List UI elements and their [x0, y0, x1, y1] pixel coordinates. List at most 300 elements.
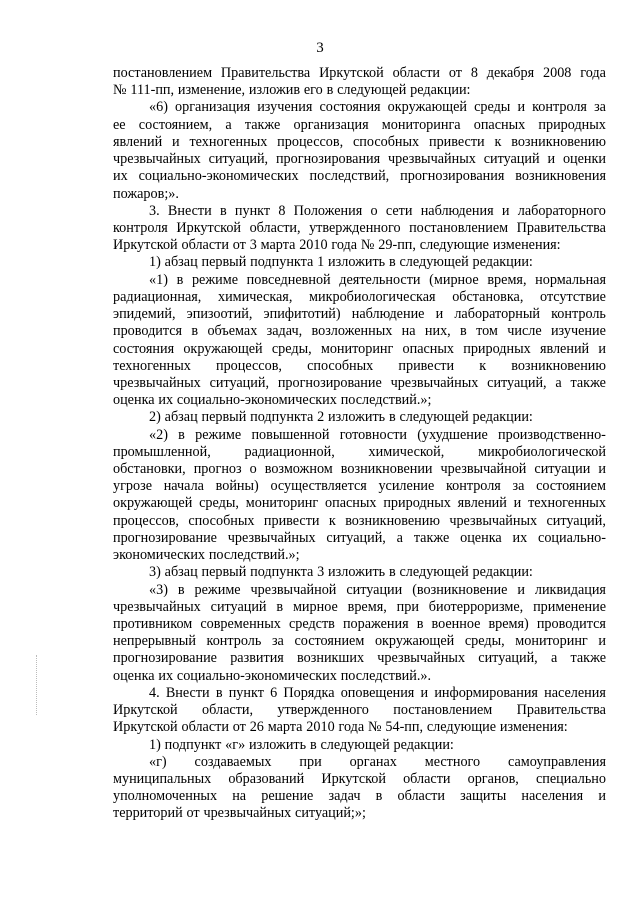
word: средств — [288, 616, 335, 632]
word: Иркутской — [321, 770, 386, 787]
text-line — [113, 513, 606, 530]
word: первый — [201, 409, 247, 426]
text-line — [113, 272, 606, 289]
word: изучение — [550, 323, 606, 340]
word: опасных — [325, 495, 377, 512]
word: объемах — [207, 323, 258, 340]
word: № — [360, 237, 375, 254]
text-line — [113, 409, 606, 426]
word: усиление — [378, 478, 435, 495]
word: возложенных — [311, 323, 393, 340]
word: ситуаций, — [326, 529, 386, 546]
word: изменения: — [499, 719, 568, 736]
word: и — [598, 340, 606, 357]
text-line — [113, 323, 606, 340]
word: контроля — [445, 478, 501, 495]
word: изложить — [328, 564, 386, 581]
word: время, — [487, 271, 527, 288]
word: Положения — [293, 202, 363, 219]
word: Правительства — [220, 65, 311, 81]
word: задач, — [266, 323, 303, 340]
text-line — [113, 650, 606, 667]
text-line — [113, 375, 606, 392]
word: и — [598, 788, 606, 805]
word: в — [219, 202, 227, 219]
word: чрезвычайных — [377, 650, 466, 667]
word: ее — [113, 116, 126, 133]
text-line — [113, 599, 606, 616]
word: постановлением — [113, 65, 213, 81]
word: пункт — [234, 202, 271, 219]
word: 3) — [149, 564, 161, 581]
word: территорий — [113, 805, 183, 822]
word: лабораторный — [454, 306, 540, 323]
word: социально-экономических — [176, 392, 337, 409]
word: специально — [535, 770, 606, 787]
word: Правительства — [516, 702, 606, 719]
word: окружающей — [374, 633, 455, 650]
word: изложив — [248, 82, 301, 99]
text-line — [113, 341, 606, 358]
word: в — [375, 788, 383, 805]
word: способных — [352, 133, 420, 150]
word: производственно- — [498, 426, 606, 443]
word: среды — [474, 99, 511, 116]
word: Иркутской — [176, 219, 242, 236]
word: Иркутской — [319, 65, 384, 81]
word: следующие — [426, 719, 497, 736]
word: ситуаций, — [487, 374, 547, 391]
text-line — [113, 633, 606, 650]
word: «6) — [149, 99, 168, 116]
text-line — [113, 237, 606, 254]
word: чрезвычайных — [113, 598, 201, 615]
word: также — [413, 529, 450, 546]
text-line — [113, 444, 606, 461]
word: следующей — [399, 254, 469, 271]
word: процессов, — [215, 357, 282, 374]
word: ситуации — [346, 581, 403, 598]
word: № — [113, 82, 127, 99]
word: возникновения — [515, 168, 606, 185]
word: возникновению — [345, 512, 440, 529]
text-line — [113, 737, 606, 754]
word: и — [172, 133, 180, 150]
word: «1) — [149, 271, 168, 288]
word: следующей — [337, 82, 407, 99]
word: радиационная, — [113, 288, 202, 305]
word: наблюдения — [420, 202, 494, 219]
word: подпункта — [250, 564, 314, 581]
word: 2) — [149, 409, 161, 426]
word: ситуаций, — [546, 512, 606, 529]
word: войны) — [215, 478, 259, 495]
word: режиме — [191, 271, 238, 288]
word: чрезвычайной — [440, 461, 527, 478]
word: современных — [200, 616, 281, 632]
word: нормальная — [535, 271, 606, 288]
word: 54-пп, — [385, 719, 424, 736]
word: социально- — [538, 529, 606, 546]
word: окружающей — [113, 495, 193, 512]
word: ликвидация — [534, 581, 606, 598]
word: самоуправления — [508, 753, 606, 770]
word: контроля — [532, 99, 587, 116]
word: в — [460, 323, 467, 340]
word: социально-экономических — [138, 168, 299, 185]
word: защиты — [460, 788, 507, 805]
word: муниципальных — [113, 770, 212, 787]
word: года — [338, 719, 365, 736]
text-line — [113, 754, 606, 771]
word: его — [303, 82, 323, 99]
word: а — [555, 374, 562, 391]
word: организация — [175, 99, 251, 116]
word: них, — [424, 323, 451, 340]
text-line — [113, 358, 606, 375]
word: области — [392, 65, 441, 81]
word: явлений — [457, 495, 507, 512]
word: 8 — [470, 65, 478, 81]
word: области, — [202, 702, 254, 719]
word: применение — [533, 598, 606, 615]
word: прогнозирования — [275, 151, 381, 168]
text-line — [113, 685, 606, 702]
word: населения — [544, 684, 606, 701]
word: их — [158, 667, 174, 684]
word: Иркутской — [113, 719, 178, 736]
word: также — [570, 650, 606, 667]
word: природных — [383, 495, 451, 512]
text-line — [113, 254, 606, 271]
word: возникших — [297, 650, 365, 667]
word: следующей — [320, 736, 390, 753]
text-line — [113, 289, 606, 306]
text-line — [113, 616, 606, 633]
word: привести — [398, 357, 455, 374]
word: угрозе — [113, 478, 153, 495]
word: 111-пп, — [130, 82, 175, 99]
word: также — [244, 116, 281, 133]
word: Правительства — [516, 219, 606, 236]
word: органов, — [467, 770, 519, 787]
word: чрезвычайных — [449, 512, 538, 529]
word: (мирное — [429, 271, 479, 288]
word: редакции: — [472, 254, 533, 271]
document-body — [113, 65, 606, 823]
word: противником — [113, 616, 193, 632]
text-line — [113, 530, 606, 547]
word: непрерывный — [113, 633, 196, 650]
word: мониторинг — [320, 340, 394, 357]
word: 1 — [317, 254, 325, 271]
word: Внести — [165, 684, 210, 701]
word: техногенных — [528, 495, 606, 512]
word: техногенных — [113, 357, 191, 374]
word: за — [594, 99, 606, 116]
word: прогнозирование — [277, 374, 382, 391]
text-line — [113, 82, 606, 99]
word: экономических — [113, 547, 206, 564]
word: марта — [267, 719, 303, 736]
word: чрезвычайных — [113, 151, 201, 168]
text-line — [113, 495, 606, 512]
word: их — [512, 529, 528, 546]
word: редакции: — [393, 736, 454, 753]
word: прогнозирования — [400, 168, 505, 185]
word: оценка — [113, 392, 155, 409]
word: 1) — [149, 736, 161, 753]
word: возникновению — [511, 133, 606, 150]
word: процессов, — [277, 133, 344, 150]
word: военное — [431, 616, 481, 632]
word: последствий.». — [340, 667, 432, 684]
word: оценки — [562, 151, 606, 168]
word: в — [176, 271, 184, 288]
word: в — [309, 736, 317, 753]
word: опасных — [473, 116, 526, 133]
word: в — [178, 426, 185, 443]
word: эпидемий, — [113, 306, 176, 323]
word: местного — [424, 753, 481, 770]
word: числе — [507, 323, 542, 340]
word: подпункта — [250, 254, 314, 271]
word: оповещения — [340, 684, 415, 701]
word: и — [501, 202, 510, 219]
word: за — [271, 633, 284, 650]
word: редакции: — [472, 409, 533, 426]
word: том — [476, 323, 498, 340]
word: редакции: — [410, 82, 471, 99]
word: подпункт — [164, 736, 222, 753]
text-line — [113, 478, 606, 495]
text-line — [113, 547, 606, 564]
text-line — [113, 564, 606, 581]
word: 2010 — [306, 719, 335, 736]
page-number: 3 — [316, 40, 324, 56]
word: последствий.»; — [340, 392, 432, 409]
word: области — [181, 237, 229, 254]
text-line — [113, 582, 606, 599]
word: пункт — [228, 684, 264, 701]
word: их — [158, 392, 174, 409]
word: осуществляется — [270, 478, 367, 495]
word: их — [113, 168, 128, 185]
text-line — [113, 203, 606, 220]
word: в — [177, 581, 185, 598]
word: «3) — [149, 581, 168, 598]
word: следующие — [419, 237, 489, 254]
word: области — [403, 770, 451, 787]
word: состоянием, — [138, 116, 213, 133]
word: привести — [429, 133, 485, 150]
word: информирования — [434, 684, 538, 701]
word: «г» — [225, 736, 246, 753]
word: в — [326, 82, 334, 99]
word: время, — [347, 598, 387, 615]
word: мониторинг — [245, 495, 319, 512]
word: чрезвычайных — [388, 151, 476, 168]
word: ситуации — [534, 461, 591, 478]
text-line — [113, 65, 606, 82]
word: режиме — [194, 581, 241, 598]
word: социально-экономических — [176, 667, 337, 684]
word: постановлением — [409, 219, 509, 236]
word: 26 — [249, 719, 264, 736]
word: природных — [538, 116, 606, 133]
word: чрезвычайных — [390, 374, 479, 391]
word: обстановка, — [452, 288, 524, 305]
word: декабря — [486, 65, 535, 81]
word: 3 — [249, 237, 257, 254]
word: при — [396, 598, 419, 615]
word: изменение, — [177, 82, 246, 99]
word: способных — [188, 512, 255, 529]
word: на — [232, 788, 247, 805]
word: абзац — [164, 409, 198, 426]
word: от — [232, 237, 246, 254]
word: утвержденного — [277, 702, 369, 719]
word: редакции: — [472, 564, 533, 581]
word: деятельности — [339, 271, 421, 288]
word: и — [598, 633, 606, 650]
word: возникновению — [511, 357, 606, 374]
word: 2008 — [543, 65, 572, 81]
word: от — [448, 65, 462, 81]
word: а — [396, 529, 403, 546]
word: 4. — [149, 684, 160, 701]
word: природных — [463, 340, 531, 357]
word: организация — [293, 116, 369, 133]
word: первый — [201, 564, 247, 581]
word: (ухудшение — [417, 426, 488, 443]
word: 2 — [317, 409, 325, 426]
word: микробиологическая — [309, 288, 436, 305]
word: подпункта — [250, 409, 314, 426]
text-line — [113, 668, 606, 685]
word: постановлением — [393, 702, 493, 719]
word: явлений — [113, 133, 163, 150]
word: процессов, — [113, 512, 179, 529]
word: Внести — [167, 202, 212, 219]
word: от — [232, 719, 246, 736]
word: в — [388, 409, 396, 426]
word: сети — [385, 202, 413, 219]
word: состоянием — [294, 633, 365, 650]
text-line — [113, 771, 606, 788]
word: 6 — [270, 684, 278, 701]
word: изложить — [249, 736, 307, 753]
word: контроля — [113, 219, 168, 236]
word: микробиологической — [478, 443, 606, 460]
word: состояния — [113, 340, 175, 357]
word: окружающей — [183, 340, 263, 357]
word: к — [479, 357, 487, 374]
word: состояния — [319, 99, 381, 116]
word: года — [331, 237, 358, 254]
word: создаваемых — [194, 753, 272, 770]
word: контроль — [206, 633, 262, 650]
word: и — [513, 495, 522, 512]
word: Иркутской — [113, 237, 178, 254]
word: от — [186, 805, 200, 822]
word: 2010 — [299, 237, 328, 254]
word: о — [249, 461, 257, 478]
word: ситуаций, — [209, 374, 270, 391]
word: о — [370, 202, 378, 219]
word: отсутствие — [540, 288, 606, 305]
word: следующей — [399, 564, 469, 581]
word: образований — [228, 770, 305, 787]
word: «г) — [149, 753, 167, 770]
word: первый — [201, 254, 247, 271]
word: оценка — [460, 529, 502, 546]
text-line — [113, 719, 606, 736]
word: и — [420, 684, 429, 701]
word: уполномоченных — [113, 788, 218, 805]
word: (возникновение — [412, 581, 508, 598]
text-line — [113, 702, 606, 719]
word: биотерроризме, — [428, 598, 524, 615]
word: опасных — [402, 340, 455, 357]
word: проводится — [113, 323, 183, 340]
text-line — [113, 306, 606, 323]
word: за — [512, 478, 525, 495]
word: последствий, — [309, 168, 390, 185]
word: задач — [328, 788, 361, 805]
word: последствий.»; — [208, 547, 300, 564]
word: 3 — [317, 564, 325, 581]
word: и — [517, 581, 525, 598]
word: наблюдение — [351, 306, 425, 323]
word: области, — [249, 219, 301, 236]
word: года — [580, 65, 606, 81]
margin-marks — [36, 655, 38, 715]
word: в — [276, 598, 284, 615]
word: проводится — [536, 616, 606, 632]
word: эпизоотий, — [186, 306, 253, 323]
word: повседневной — [246, 271, 331, 288]
word: ситуаций — [210, 598, 267, 615]
word: абзац — [164, 564, 198, 581]
word: чрезвычайных — [227, 529, 316, 546]
word: мониторинга — [381, 116, 461, 133]
word: 8 — [278, 202, 286, 219]
word: 29-пп, — [378, 237, 416, 254]
word: а — [225, 116, 232, 133]
word: лабораторного — [517, 202, 606, 219]
word: изменения: — [492, 237, 561, 254]
word: изложить — [328, 254, 386, 271]
word: решение — [261, 788, 314, 805]
word: возникновении — [340, 461, 433, 478]
word: эпифитотий) — [263, 306, 341, 323]
word: среды, — [464, 633, 505, 650]
text-line — [113, 805, 606, 822]
word: чрезвычайной — [250, 581, 337, 598]
word: и — [547, 151, 556, 168]
word: «2) — [149, 426, 168, 443]
word: начала — [163, 478, 204, 495]
text-line — [113, 186, 606, 203]
text-line — [113, 134, 606, 151]
word: среды, — [271, 340, 312, 357]
word: ситуаций — [483, 151, 540, 168]
word: окружающей — [387, 99, 467, 116]
text-line — [113, 788, 606, 805]
word: способных — [307, 357, 374, 374]
word: техногенных — [189, 133, 268, 150]
